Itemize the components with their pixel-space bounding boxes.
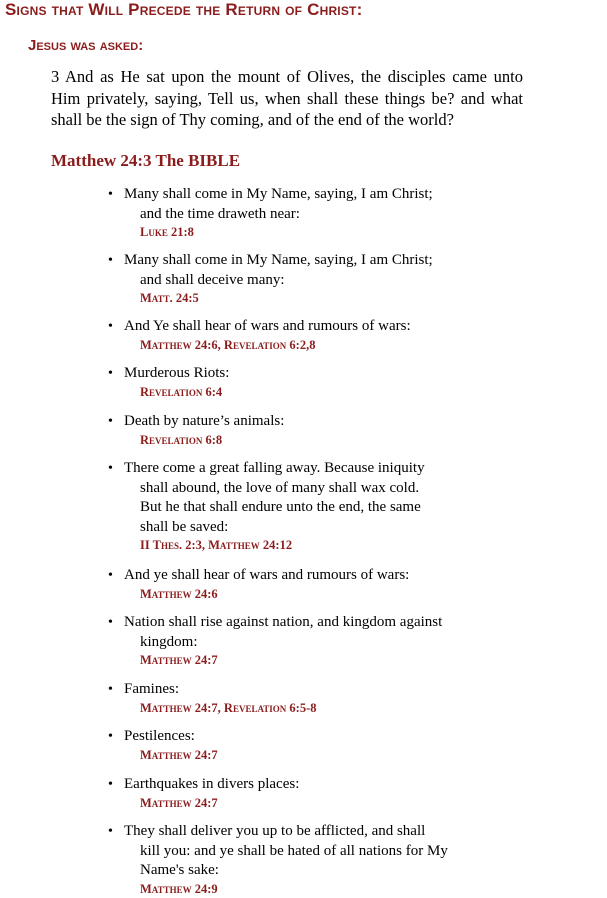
list-item	[108, 727, 528, 764]
verse-reference: Matthew 24:3 The BIBLE	[51, 151, 241, 170]
sign-text: Many shall come in My Name, saying, I am Christ; and the time draweth near:	[124, 186, 433, 222]
list-item	[108, 412, 528, 449]
list-item	[108, 364, 528, 401]
scripture-reference: Matt. 24:5	[140, 291, 199, 305]
scripture-reference: Matthew 24:6, Revelation 6:2,8	[140, 337, 316, 352]
scripture-reference: Matthew 24:9	[140, 881, 218, 896]
sign-text: Death by nature’s animals:	[124, 413, 285, 429]
bullet-icon: •	[108, 366, 113, 381]
list-item	[108, 680, 528, 717]
list-item	[108, 459, 528, 554]
list-item	[108, 251, 528, 307]
bullet-icon: •	[108, 319, 113, 334]
list-item	[108, 775, 528, 812]
bullet-icon: •	[108, 414, 113, 429]
list-item	[108, 317, 528, 354]
scripture-reference: Revelation 6:8	[140, 432, 223, 447]
bullet-icon: •	[108, 824, 113, 839]
bullet-icon: •	[108, 777, 113, 792]
sign-text: There come a great falling away. Because iniquity shall abound, the love of many shall wax cold. But he that shall endure unto the end, the same shall be saved:	[124, 460, 425, 535]
sign-text: Pestilences:	[124, 728, 195, 744]
list-item	[108, 822, 528, 898]
sign-text: Nation shall rise against nation, and kingdom against kingdom:	[124, 614, 443, 650]
scripture-reference: Matthew 24:6	[140, 586, 218, 601]
bullet-icon: •	[108, 615, 113, 630]
scripture-reference: Luke 21:8	[140, 225, 194, 239]
list-item	[108, 566, 528, 603]
sign-text: And ye shall hear of wars and rumours of wars:	[124, 567, 410, 583]
bullet-icon: •	[108, 461, 113, 476]
sign-text: Earthquakes in divers places:	[124, 776, 300, 792]
list-item	[108, 613, 528, 669]
page-title: Signs that Will Precede the Return of Christ:	[5, 0, 363, 19]
sign-text: Many shall come in My Name, saying, I am Christ; and shall deceive many:	[124, 252, 433, 288]
scripture-reference: II Thes. 2:3, Matthew 24:12	[140, 538, 293, 552]
section-subheading: Jesus was asked:	[28, 37, 144, 54]
sign-text: They shall deliver you up to be afflicted, and shall kill you: and ye shall be hated of all nations for My Name's sake:	[124, 823, 448, 878]
sign-text: And Ye shall hear of wars and rumours of wars:	[124, 318, 411, 334]
list-item	[108, 185, 528, 241]
bullet-icon: •	[108, 682, 113, 697]
sign-text: Murderous Riots:	[124, 365, 230, 381]
scripture-reference: Matthew 24:7, Revelation 6:5-8	[140, 700, 317, 715]
bullet-icon: •	[108, 253, 113, 268]
scripture-reference: Matthew 24:7	[140, 747, 218, 762]
scripture-reference: Matthew 24:7	[140, 653, 218, 667]
scripture-reference: Matthew 24:7	[140, 795, 218, 810]
bullet-icon: •	[108, 729, 113, 744]
bullet-icon: •	[108, 568, 113, 583]
bullet-icon: •	[108, 187, 113, 202]
sign-text: Famines:	[124, 681, 179, 697]
scripture-verse: 3 And as He sat upon the mount of Olives, the disciples came unto Him privately, saying, Tell us, when shall these things be? and what shall be the sign of Thy coming, and of the end of the world?	[51, 67, 523, 129]
scripture-reference: Revelation 6:4	[140, 384, 223, 399]
